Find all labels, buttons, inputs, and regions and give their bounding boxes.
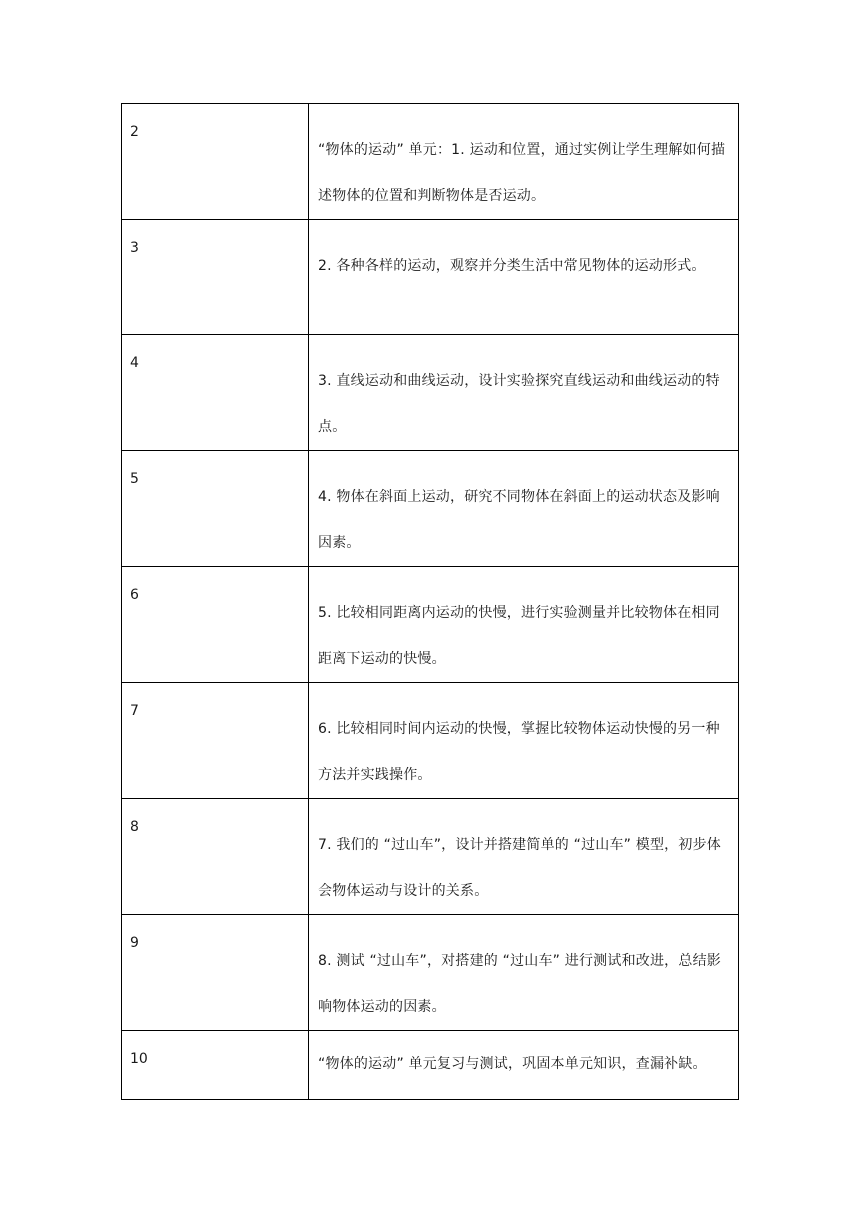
table-row bbox=[122, 799, 739, 915]
week-cell bbox=[122, 451, 309, 567]
week-cell bbox=[122, 915, 309, 1031]
content-cell bbox=[309, 683, 739, 799]
week-cell bbox=[122, 335, 309, 451]
lesson-content: 3. 直线运动和曲线运动，设计实验探究直线运动和曲线运动的特点。 bbox=[318, 373, 720, 435]
content-cell bbox=[309, 799, 739, 915]
week-cell bbox=[122, 220, 309, 335]
week-number: 6 bbox=[130, 587, 139, 603]
content-cell bbox=[309, 451, 739, 567]
table-row bbox=[122, 1031, 739, 1100]
lesson-content: 4. 物体在斜面上运动，研究不同物体在斜面上的运动状态及影响因素。 bbox=[318, 489, 720, 551]
week-number: 10 bbox=[130, 1051, 148, 1067]
week-cell bbox=[122, 104, 309, 220]
table-row bbox=[122, 567, 739, 683]
week-number: 8 bbox=[130, 819, 139, 835]
week-number: 3 bbox=[130, 240, 139, 256]
lesson-content: “物体的运动” 单元复习与测试，巩固本单元知识，查漏补缺。 bbox=[318, 1056, 707, 1072]
week-cell bbox=[122, 799, 309, 915]
week-number: 4 bbox=[130, 355, 139, 371]
table-row bbox=[122, 104, 739, 220]
content-cell bbox=[309, 104, 739, 220]
lesson-content: 7. 我们的 “过山车”，设计并搭建简单的 “过山车” 模型，初步体会物体运动与设计的关系。 bbox=[318, 837, 721, 899]
content-cell bbox=[309, 567, 739, 683]
content-cell bbox=[309, 1031, 739, 1100]
table-row bbox=[122, 683, 739, 799]
lesson-content: 8. 测试 “过山车”，对搭建的 “过山车” 进行测试和改进，总结影响物体运动的因素。 bbox=[318, 953, 721, 1015]
table-row bbox=[122, 220, 739, 335]
week-number: 7 bbox=[130, 703, 139, 719]
week-cell bbox=[122, 567, 309, 683]
week-number: 5 bbox=[130, 471, 139, 487]
teaching-schedule-table bbox=[121, 103, 739, 1100]
lesson-content: 6. 比较相同时间内运动的快慢，掌握比较物体运动快慢的另一种方法并实践操作。 bbox=[318, 721, 720, 783]
table-row bbox=[122, 451, 739, 567]
content-cell bbox=[309, 335, 739, 451]
week-number: 9 bbox=[130, 935, 139, 951]
week-number: 2 bbox=[130, 124, 139, 140]
lesson-content: 2. 各种各样的运动，观察并分类生活中常见物体的运动形式。 bbox=[318, 258, 706, 274]
lesson-content: “物体的运动” 单元：1. 运动和位置，通过实例让学生理解如何描述物体的位置和判断物体是否运动。 bbox=[318, 142, 726, 204]
week-cell bbox=[122, 683, 309, 799]
content-cell bbox=[309, 915, 739, 1031]
table-row bbox=[122, 915, 739, 1031]
table-row bbox=[122, 335, 739, 451]
content-cell bbox=[309, 220, 739, 335]
week-cell bbox=[122, 1031, 309, 1100]
lesson-content: 5. 比较相同距离内运动的快慢，进行实验测量并比较物体在相同距离下运动的快慢。 bbox=[318, 605, 720, 667]
